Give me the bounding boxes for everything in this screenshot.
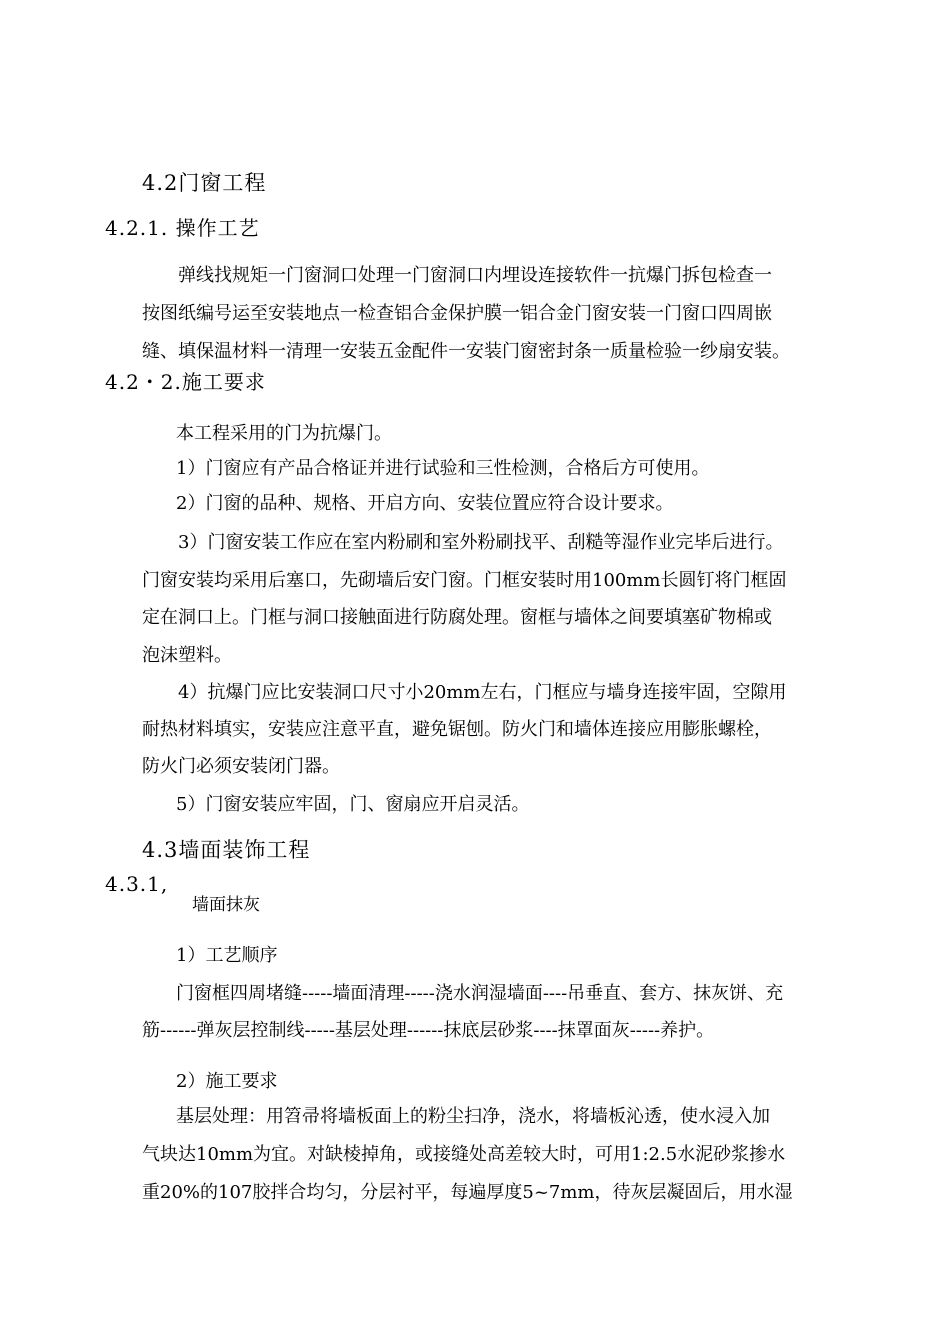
paragraph-line: 门窗框四周堵缝-----墙面清理-----浇水润湿墙面----吊垂直、套方、抹灰饼、充	[176, 983, 784, 1004]
paragraph-line: 定在洞口上。门框与洞口接触面进行防腐处理。窗框与墙体之间要填塞矿物棉或	[142, 607, 772, 628]
paragraph-line: 重20%的107胶拌合均匀，分层衬平，每遍厚度5~7mm，待灰层凝固后，用水湿	[142, 1182, 793, 1203]
paragraph-line: 基层处理：用笤帚将墙板面上的粉尘扫净，浇水，将墙板沁透，使水浸入加	[176, 1106, 770, 1127]
list-item: 4）抗爆门应比安装洞口尺寸小20mm左右，门框应与墙身连接牢固，空隙用	[178, 682, 787, 703]
list-item: 3）门窗安装工作应在室内粉刷和室外粉刷找平、刮糙等湿作业完毕后进行。	[178, 532, 784, 553]
list-item: 5）门窗安装应牢固，门、窗扇应开启灵活。	[176, 794, 530, 815]
paragraph-line: 弹线找规矩一门窗洞口处理一门窗洞口内埋设连接软件一抗爆门拆包检查一	[178, 265, 772, 286]
list-item: 2）施工要求	[176, 1071, 278, 1092]
paragraph-line: 耐热材料填实，安装应注意平直，避免锯刨。防火门和墙体连接应用膨胀螺栓，	[142, 719, 772, 740]
paragraph-line: 缝、填保温材料一清理一安装五金配件一安装门窗密封条一质量检验一纱扇安装。	[142, 341, 790, 362]
heading-4-2-1: 4.2.1. 操作工艺	[105, 216, 260, 240]
list-item: 2）门窗的品种、规格、开启方向、安装位置应符合设计要求。	[176, 493, 674, 514]
paragraph-line: 防火门必须安装闭门器。	[142, 756, 340, 777]
paragraph-line: 本工程采用的门为抗爆门。	[176, 423, 392, 444]
heading-4-2: 4.2门窗工程	[142, 171, 267, 195]
heading-4-3: 4.3墙面装饰工程	[142, 838, 311, 862]
list-item: 1）工艺顺序	[176, 945, 278, 966]
paragraph-line: 门窗安装均采用后塞口，先砌墙后安门窗。门框安装时用100mm长圆钉将门框固	[142, 570, 787, 591]
heading-4-3-1-title: 墙面抹灰	[192, 895, 260, 915]
paragraph-line: 筋------弹灰层控制线-----基层处理------抹底层砂浆----抹罩面灰-----养护。	[142, 1020, 715, 1041]
heading-4-3-1: 4.3.1,	[105, 872, 169, 896]
paragraph-line: 气块达10mm为宜。对缺棱掉角，或接缝处高差较大时，可用1:2.5水泥砂浆掺水	[142, 1144, 786, 1165]
heading-4-2-2: 4.2・2.施工要求	[105, 370, 266, 394]
list-item: 1）门窗应有产品合格证并进行试验和三性检测，合格后方可使用。	[176, 458, 710, 479]
paragraph-line: 泡沫塑料。	[142, 645, 232, 666]
paragraph-line: 按图纸编号运至安装地点一检查铝合金保护膜一铝合金门窗安装一门窗口四周嵌	[142, 303, 772, 324]
